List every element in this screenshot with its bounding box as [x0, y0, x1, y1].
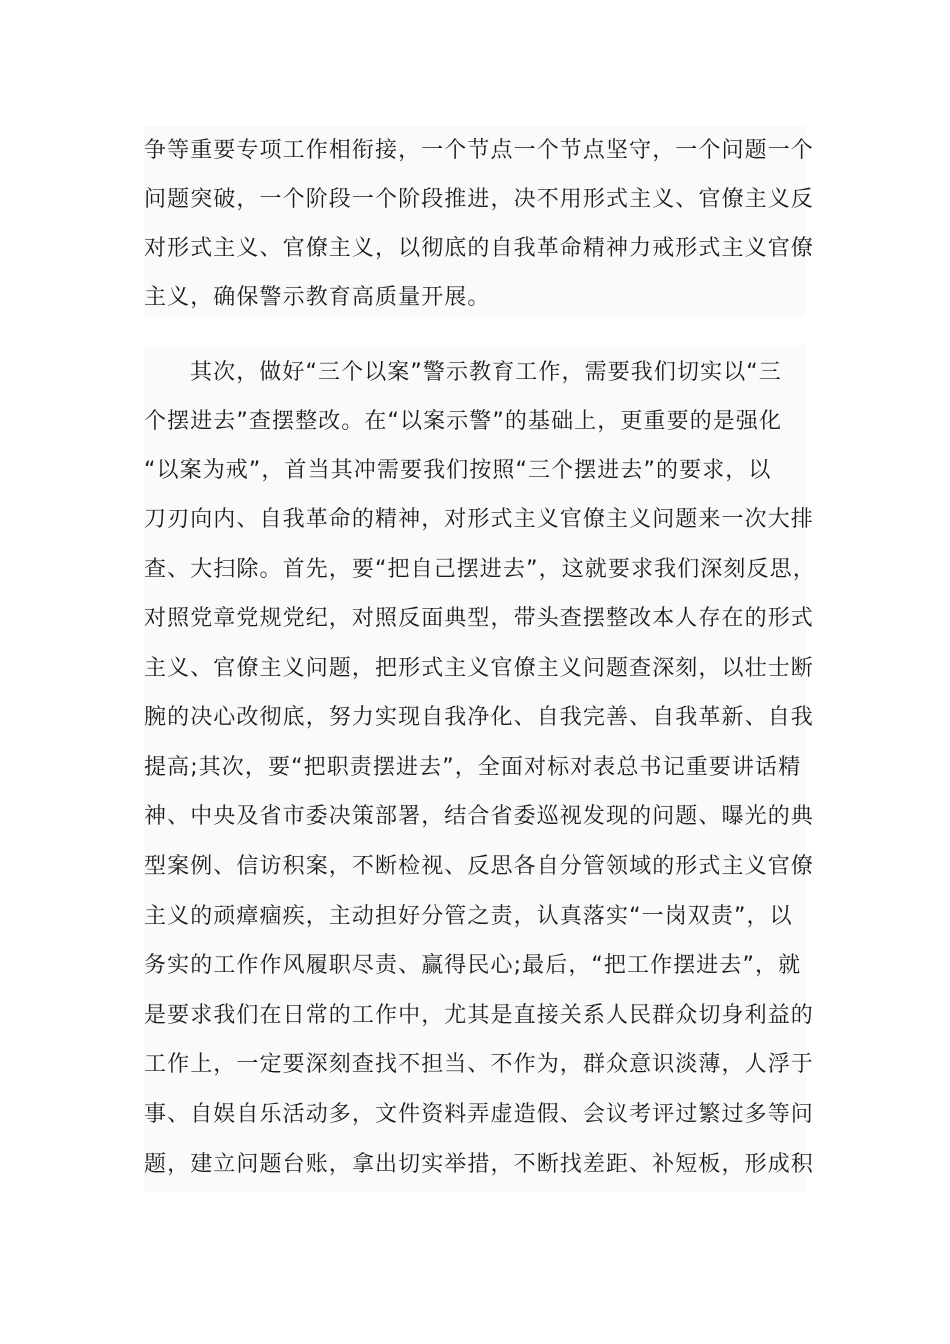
paragraph-line: 神、中央及省市委决策部署，结合省委巡视发现的问题、曝光的典 — [144, 804, 814, 829]
paragraph-line: 腕的决心改彻底，努力实现自我净化、自我完善、自我革新、自我 — [144, 705, 814, 730]
paragraph-line: “以案为戒”，首当其冲需要我们按照“三个摆进去”的要求，以 — [144, 458, 772, 483]
paragraph-line-indented: 其次，做好“三个以案”警示教育工作，需要我们切实以“三 — [190, 360, 782, 385]
paragraph-three-put-in — [144, 345, 816, 1192]
paragraph-line: 主义，确保警示教育高质量开展。 — [144, 285, 491, 310]
paragraph-line: 对形式主义、官僚主义，以彻底的自我革命精神力戒形式主义官僚 — [144, 236, 814, 261]
paragraph-line: 务实的工作作风履职尽责、赢得民心;最后，“把工作摆进去”，就 — [144, 953, 802, 978]
paragraph-line: 工作上，一定要深刻查找不担当、不作为，群众意识淡薄，人浮于 — [144, 1052, 814, 1077]
paragraph-continuation — [144, 126, 814, 316]
paragraph-line: 题，建立问题台账，拿出切实举措，不断找差距、补短板，形成积 — [144, 1152, 814, 1177]
paragraph-line: 提高;其次，要“把职责摆进去”，全面对标对表总书记重要讲话精 — [144, 755, 802, 780]
paragraph-line: 查、大扫除。首先，要“把自己摆进去”，这就要求我们深刻反思， — [144, 557, 816, 582]
paragraph-line: 主义的顽瘴痼疾，主动担好分管之责，认真落实“一岗双责”，以 — [144, 904, 793, 929]
paragraph-line: 争等重要专项工作相衔接，一个节点一个节点坚守，一个问题一个 — [144, 138, 814, 163]
paragraph-line: 是要求我们在日常的工作中，尤其是直接关系人民群众切身利益的 — [144, 1003, 814, 1028]
paragraph-line: 对照党章党规党纪，对照反面典型，带头查摆整改本人存在的形式 — [144, 606, 814, 631]
paragraph-line: 个摆进去”查摆整改。在“以案示警”的基础上，更重要的是强化 — [144, 409, 783, 434]
paragraph-line: 型案例、信访积案，不断检视、反思各自分管领域的形式主义官僚 — [144, 854, 814, 879]
paragraph-line: 事、自娱自乐活动多，文件资料弄虚造假、会议考评过繁过多等问 — [144, 1102, 814, 1127]
paragraph-line: 刀刃向内、自我革命的精神，对形式主义官僚主义问题来一次大排 — [144, 507, 814, 532]
paragraph-line: 主义、官僚主义问题，把形式主义官僚主义问题查深刻，以壮士断 — [144, 656, 814, 681]
paragraph-line: 问题突破，一个阶段一个阶段推进，决不用形式主义、官僚主义反 — [144, 187, 814, 212]
